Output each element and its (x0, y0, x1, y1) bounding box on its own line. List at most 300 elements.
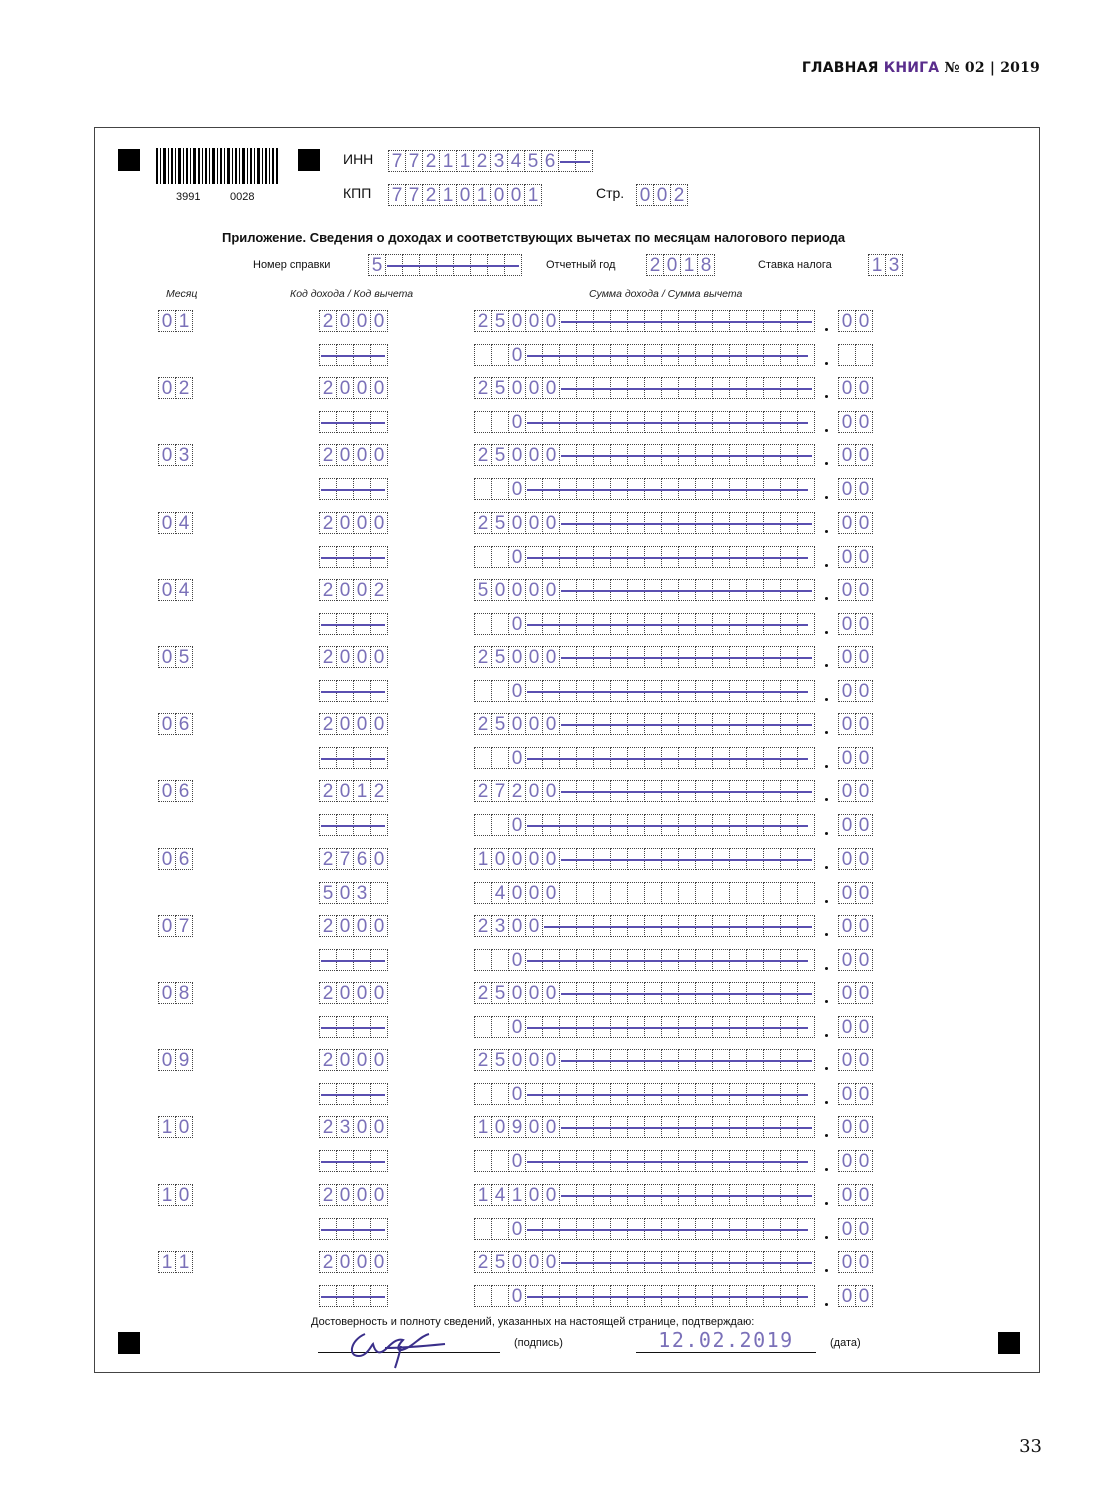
fill-dash (321, 1094, 385, 1096)
form-cell (764, 882, 781, 904)
month-field[interactable] (158, 1116, 193, 1138)
form-cell: 5 (492, 982, 509, 1004)
form-cell: 0 (856, 1116, 873, 1138)
form-cell: 0 (337, 579, 354, 601)
form-cell: 2 (475, 310, 492, 332)
deduction-code-field[interactable] (319, 882, 388, 904)
decimal-point (825, 564, 828, 567)
form-cell (492, 344, 509, 366)
form-cell: 0 (159, 713, 176, 735)
form-cell: 0 (543, 882, 560, 904)
form-cell: 0 (856, 814, 873, 836)
income-kopecks-field[interactable] (838, 377, 873, 399)
form-cell: 0 (526, 982, 543, 1004)
form-cell: 2 (423, 184, 440, 206)
page-field[interactable] (636, 184, 688, 206)
form-cell: 9 (176, 1049, 193, 1071)
fill-dash (527, 825, 808, 827)
income-kopecks-field[interactable] (838, 848, 873, 870)
form-cell: 1 (354, 780, 371, 802)
column-header-sum: Сумма дохода / Сумма вычета (589, 288, 743, 300)
form-cell: 0 (371, 713, 388, 735)
form-cell: 0 (856, 680, 873, 702)
form-cell: 4 (176, 512, 193, 534)
fill-dash (527, 355, 808, 357)
form-cell (560, 882, 577, 904)
form-cell: 0 (839, 613, 856, 635)
fill-dash (527, 422, 808, 424)
form-cell (492, 814, 509, 836)
form-cell: 5 (176, 646, 193, 668)
deduction-kopecks-field[interactable] (838, 478, 873, 500)
form-cell: 0 (354, 915, 371, 937)
income-kopecks-field[interactable] (838, 579, 873, 601)
decimal-point (825, 832, 828, 835)
fill-dash (387, 265, 519, 267)
form-cell: 3 (176, 444, 193, 466)
income-kopecks-field[interactable] (838, 780, 873, 802)
form-cell: 4 (508, 150, 525, 172)
form-cell: 0 (856, 848, 873, 870)
income-kopecks-field[interactable] (838, 915, 873, 937)
form-cell (798, 882, 815, 904)
income-kopecks-field[interactable] (838, 1251, 873, 1273)
month-field[interactable] (158, 780, 193, 802)
form-cell: 0 (337, 780, 354, 802)
form-cell (781, 882, 798, 904)
form-cell: 0 (856, 310, 873, 332)
month-field[interactable] (158, 444, 193, 466)
form-cell: 0 (492, 579, 509, 601)
decimal-point (825, 631, 828, 634)
form-cell: 0 (839, 780, 856, 802)
form-cell: 0 (839, 512, 856, 534)
form-cell: 0 (509, 1150, 526, 1172)
decimal-point (825, 1202, 828, 1205)
form-cell: 0 (509, 613, 526, 635)
fill-dash (561, 523, 812, 525)
form-cell: 0 (543, 713, 560, 735)
form-cell: 0 (159, 1049, 176, 1071)
deduction-kopecks-field[interactable] (838, 546, 873, 568)
form-cell: 1 (176, 1251, 193, 1273)
form-cell: 7 (389, 184, 406, 206)
form-cell: 1 (475, 1184, 492, 1206)
form-cell: 6 (542, 150, 559, 172)
form-cell (492, 411, 509, 433)
form-cell (747, 882, 764, 904)
form-cell: 1 (869, 254, 886, 276)
form-cell: 9 (509, 1116, 526, 1138)
income-code-field[interactable] (319, 780, 388, 802)
form-cell: 2 (320, 1251, 337, 1273)
form-cell: 5 (492, 1251, 509, 1273)
form-cell (662, 882, 679, 904)
form-cell: 2 (320, 512, 337, 534)
fill-dash (321, 1161, 385, 1163)
month-field[interactable] (158, 377, 193, 399)
form-cell: 0 (508, 184, 525, 206)
fill-dash (561, 1060, 812, 1062)
form-cell: 0 (856, 512, 873, 534)
decimal-point (825, 1168, 828, 1171)
form-cell: 2 (509, 780, 526, 802)
brand-kniga: КНИГА (883, 60, 940, 76)
fill-dash (321, 1229, 385, 1231)
month-field[interactable] (158, 512, 193, 534)
page-number: 33 (1019, 1436, 1042, 1457)
form-cell: 0 (839, 1049, 856, 1071)
fill-dash (321, 691, 385, 693)
form-cell: 1 (475, 1116, 492, 1138)
fill-dash (561, 724, 812, 726)
form-cell: 0 (337, 982, 354, 1004)
form-cell: 0 (509, 713, 526, 735)
form-cell (475, 478, 492, 500)
form-cell: 0 (856, 915, 873, 937)
form-cell (492, 1285, 509, 1307)
deduction-kopecks-field[interactable] (838, 1150, 873, 1172)
income-code-field[interactable] (319, 982, 388, 1004)
column-header-code: Код дохода / Код вычета (290, 288, 414, 300)
month-field[interactable] (158, 713, 193, 735)
fill-dash (561, 388, 812, 390)
form-cell: 0 (159, 780, 176, 802)
decimal-point (825, 1034, 828, 1037)
decimal-point (825, 698, 828, 701)
form-cell: 0 (337, 310, 354, 332)
deduction-sum-field[interactable] (474, 882, 815, 904)
form-cell: 0 (526, 882, 543, 904)
form-cell: 0 (839, 1184, 856, 1206)
form-cell: 2 (475, 1049, 492, 1071)
form-cell: 0 (509, 377, 526, 399)
form-cell: 0 (526, 579, 543, 601)
form-cell: 0 (354, 512, 371, 534)
decimal-point (825, 731, 828, 734)
form-cell: 0 (839, 1150, 856, 1172)
income-code-field[interactable] (319, 377, 388, 399)
form-cell: 0 (839, 949, 856, 971)
column-header-month: Месяц (166, 288, 198, 300)
form-cell: 0 (509, 982, 526, 1004)
form-cell: 5 (492, 444, 509, 466)
form-cell: 2 (475, 780, 492, 802)
income-kopecks-field[interactable] (838, 1116, 873, 1138)
fill-dash (561, 791, 812, 793)
form-cell: 0 (526, 377, 543, 399)
form-cell (475, 1218, 492, 1240)
form-cell (475, 1285, 492, 1307)
month-field[interactable] (158, 1184, 193, 1206)
decimal-point (825, 1303, 828, 1306)
form-cell: 0 (526, 1251, 543, 1273)
form-cell: 5 (525, 150, 542, 172)
deduction-kopecks-field[interactable] (838, 1083, 873, 1105)
deduction-kopecks-field[interactable] (838, 411, 873, 433)
month-field[interactable] (158, 982, 193, 1004)
deduction-kopecks-field[interactable] (838, 1016, 873, 1038)
deduction-kopecks-field[interactable] (838, 747, 873, 769)
income-code-field[interactable] (319, 1251, 388, 1273)
fill-dash (527, 1027, 808, 1029)
income-code-field[interactable] (319, 1049, 388, 1071)
income-code-field[interactable] (319, 1184, 388, 1206)
month-field[interactable] (158, 579, 193, 601)
page-label: Стр. (596, 185, 625, 201)
form-cell: 5 (492, 310, 509, 332)
deduction-kopecks-field[interactable] (838, 613, 873, 635)
income-kopecks-field[interactable] (838, 1049, 873, 1071)
form-cell: 0 (856, 982, 873, 1004)
form-cell: 0 (509, 915, 526, 937)
confirm-text: Достоверность и полноту сведений, указанных на настоящей странице, подтверждаю: (311, 1316, 755, 1328)
form-cell: 0 (354, 310, 371, 332)
form-cell: 0 (543, 444, 560, 466)
form-cell: 0 (543, 310, 560, 332)
fill-dash (561, 993, 812, 995)
form-cell: 2 (320, 848, 337, 870)
corner-marker-top-mid (298, 149, 320, 171)
fill-dash (321, 557, 385, 559)
form-cell (577, 882, 594, 904)
fill-dash (527, 691, 808, 693)
month-field[interactable] (158, 1251, 193, 1273)
form-cell: 6 (176, 848, 193, 870)
form-cell: 0 (354, 982, 371, 1004)
inn-label: ИНН (343, 151, 374, 167)
form-cell: 5 (320, 882, 337, 904)
decimal-point (825, 1134, 828, 1137)
form-cell (628, 882, 645, 904)
income-kopecks-field[interactable] (838, 1184, 873, 1206)
form-cell: 0 (371, 646, 388, 668)
decimal-point (825, 933, 828, 936)
income-kopecks-field[interactable] (838, 646, 873, 668)
form-cell: 0 (492, 1116, 509, 1138)
deduction-kopecks-field[interactable] (838, 814, 873, 836)
form-cell: 0 (526, 310, 543, 332)
kpp-label: КПП (343, 185, 372, 201)
deduction-kopecks-field[interactable] (838, 949, 873, 971)
form-cell: 2 (475, 646, 492, 668)
form-cell: 0 (839, 982, 856, 1004)
form-cell: 5 (492, 646, 509, 668)
income-code-field[interactable] (319, 848, 388, 870)
form-cell: 0 (839, 444, 856, 466)
year-field[interactable] (646, 254, 715, 276)
month-field[interactable] (158, 848, 193, 870)
form-cell: 0 (509, 1285, 526, 1307)
form-cell: 1 (457, 150, 474, 172)
fill-dash (321, 1027, 385, 1029)
form-cell: 0 (509, 646, 526, 668)
form-cell: 0 (509, 1083, 526, 1105)
fill-dash (527, 1161, 808, 1163)
fill-dash (527, 489, 808, 491)
form-cell: 1 (159, 1184, 176, 1206)
form-cell (679, 882, 696, 904)
income-code-field[interactable] (319, 512, 388, 534)
deduction-kopecks-field[interactable] (838, 344, 873, 366)
form-cell: 0 (509, 310, 526, 332)
form-cell (492, 747, 509, 769)
form-cell: 3 (492, 915, 509, 937)
form-cell: 4 (492, 1184, 509, 1206)
form-cell: 5 (492, 713, 509, 735)
form-cell (611, 882, 628, 904)
form-cell: 0 (509, 1218, 526, 1240)
magazine-header (802, 60, 1040, 76)
form-cell (475, 344, 492, 366)
form-cell: 0 (337, 1251, 354, 1273)
form-cell: 0 (839, 848, 856, 870)
form-cell: 0 (856, 411, 873, 433)
form-cell: 0 (839, 680, 856, 702)
income-code-field[interactable] (319, 579, 388, 601)
kpp-field[interactable] (388, 184, 542, 206)
form-cell (492, 1218, 509, 1240)
decimal-point (825, 362, 828, 365)
form-cell: 2 (320, 1049, 337, 1071)
cert-number-label: Номер справки (253, 259, 331, 271)
form-cell: 0 (159, 848, 176, 870)
form-cell: 5 (492, 512, 509, 534)
fill-dash (527, 1296, 808, 1298)
form-cell: 2 (475, 377, 492, 399)
deduction-kopecks-field[interactable] (838, 1218, 873, 1240)
fill-dash (560, 161, 590, 163)
form-cell: 0 (509, 546, 526, 568)
form-cell: 0 (856, 646, 873, 668)
form-cell (594, 882, 611, 904)
form-cell: 0 (526, 444, 543, 466)
form-cell: 2 (474, 150, 491, 172)
signature-caption: (подпись) (514, 1337, 563, 1349)
income-code-field[interactable] (319, 310, 388, 332)
form-cell: 0 (526, 1116, 543, 1138)
form-cell: 0 (371, 444, 388, 466)
month-field[interactable] (158, 646, 193, 668)
income-code-field[interactable] (319, 713, 388, 735)
form-cell: 0 (856, 579, 873, 601)
decimal-point (825, 765, 828, 768)
rate-field[interactable] (868, 254, 903, 276)
form-cell: 0 (159, 646, 176, 668)
form-cell (475, 949, 492, 971)
form-cell: 0 (159, 444, 176, 466)
month-field[interactable] (158, 1049, 193, 1071)
form-cell: 0 (509, 882, 526, 904)
form-cell: 0 (856, 478, 873, 500)
month-field[interactable] (158, 915, 193, 937)
form-cell: 0 (839, 882, 856, 904)
form-cell: 0 (159, 512, 176, 534)
form-cell: 0 (509, 478, 526, 500)
form-cell: 0 (337, 1049, 354, 1071)
form-cell (475, 613, 492, 635)
decimal-point (825, 900, 828, 903)
form-cell: 0 (371, 377, 388, 399)
form-cell (492, 478, 509, 500)
form-cell: 0 (839, 579, 856, 601)
form-cell: 0 (856, 546, 873, 568)
deduction-kopecks-field[interactable] (838, 882, 873, 904)
form-cell: 5 (492, 1049, 509, 1071)
form-cell: 0 (371, 310, 388, 332)
form-cell: 0 (371, 982, 388, 1004)
income-code-field[interactable] (319, 915, 388, 937)
form-cell (713, 882, 730, 904)
form-cell: 0 (337, 512, 354, 534)
form-cell: 5 (369, 254, 386, 276)
decimal-point (825, 328, 828, 331)
form-cell: 2 (475, 444, 492, 466)
form-cell: 0 (509, 680, 526, 702)
form-cell (856, 344, 873, 366)
form-cell (492, 1083, 509, 1105)
form-cell: 2 (371, 780, 388, 802)
decimal-point (825, 664, 828, 667)
date-field[interactable]: 12.02.2019 (636, 1328, 816, 1353)
form-cell: 0 (839, 1116, 856, 1138)
form-cell: 0 (159, 915, 176, 937)
form-cell: 0 (354, 1049, 371, 1071)
corner-marker-top-left (118, 149, 140, 171)
form-cell: 0 (491, 184, 508, 206)
income-kopecks-field[interactable] (838, 444, 873, 466)
form-cell: 0 (543, 848, 560, 870)
income-code-field[interactable] (319, 1116, 388, 1138)
income-code-field[interactable] (319, 444, 388, 466)
fill-dash (527, 1229, 808, 1231)
income-kopecks-field[interactable] (838, 512, 873, 534)
month-field[interactable] (158, 310, 193, 332)
income-kopecks-field[interactable] (838, 310, 873, 332)
form-cell: 2 (475, 1251, 492, 1273)
form-cell: 3 (491, 150, 508, 172)
form-cell: 0 (176, 1184, 193, 1206)
form-cell: 0 (543, 1049, 560, 1071)
form-cell: 2 (320, 444, 337, 466)
income-kopecks-field[interactable] (838, 713, 873, 735)
signature-icon (345, 1326, 455, 1370)
form-cell: 0 (492, 848, 509, 870)
fill-dash (561, 321, 812, 323)
form-cell: 0 (856, 377, 873, 399)
form-cell: 0 (371, 848, 388, 870)
form-cell: 0 (354, 646, 371, 668)
form-cell: 0 (839, 747, 856, 769)
form-cell: 0 (856, 949, 873, 971)
deduction-kopecks-field[interactable] (838, 680, 873, 702)
income-kopecks-field[interactable] (838, 982, 873, 1004)
form-cell: 0 (526, 646, 543, 668)
decimal-point (825, 1000, 828, 1003)
form-cell: 0 (664, 254, 681, 276)
form-cell: 7 (406, 150, 423, 172)
income-code-field[interactable] (319, 646, 388, 668)
form-cell: 0 (509, 444, 526, 466)
form-cell: 0 (856, 1184, 873, 1206)
deduction-kopecks-field[interactable] (838, 1285, 873, 1307)
fill-dash (321, 422, 385, 424)
barcode-number-left: 3991 (176, 191, 201, 203)
form-cell: 0 (354, 377, 371, 399)
form-cell: 0 (856, 1218, 873, 1240)
form-cell: 0 (159, 377, 176, 399)
fill-dash (561, 657, 812, 659)
